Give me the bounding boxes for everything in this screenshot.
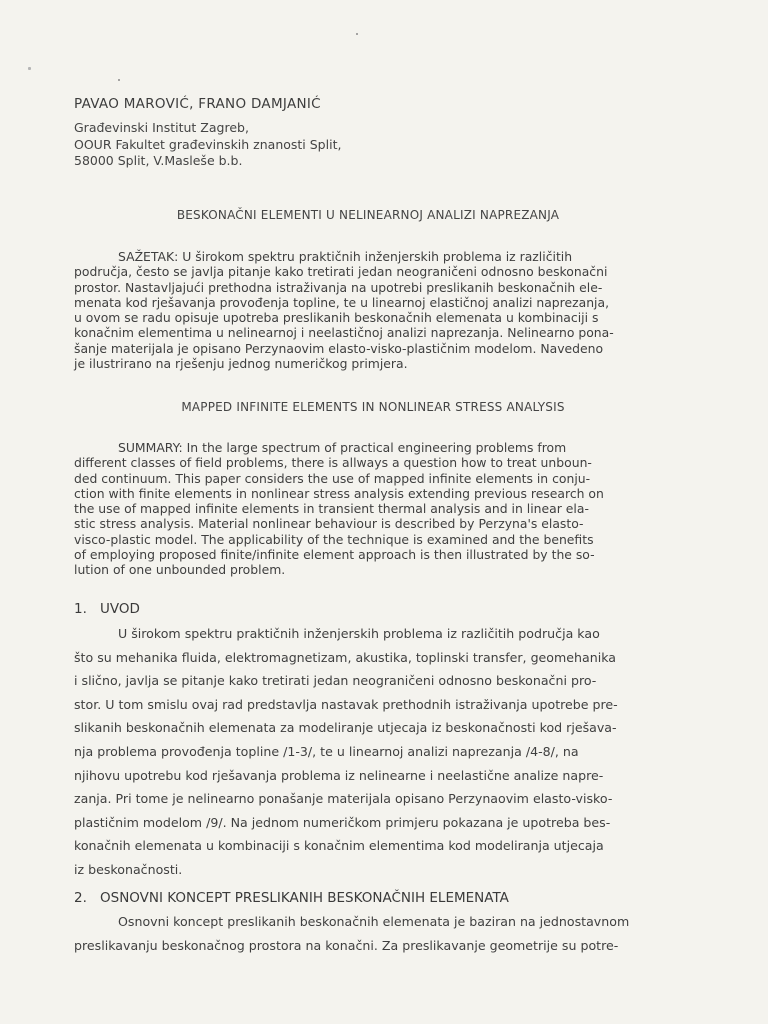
body-line: konačnih elemenata u kombinaciji s konačnim elementima kod modeliranja utjecaja [74, 838, 604, 854]
abstract-line: konačnim elementima u nelinearnoj i neelastičnoj analizi naprezanja. Nelinearno pona- [74, 325, 614, 341]
abstract-line: u ovom se radu opisuje upotreba preslikanih beskonačnih elemenata u kombinaciji s [74, 310, 599, 326]
summary-line: ded continuum. This paper considers the use of mapped infinite elements in conju- [74, 470, 591, 486]
section-title: UVOD [100, 601, 140, 617]
summary-line: the use of mapped infinite elements in transient thermal analysis and in linear ela- [74, 501, 589, 517]
abstract-line: je ilustrirano na rješenju jednog numeričkog primjera. [74, 356, 408, 372]
summary-line: lution of one unbounded problem. [74, 562, 286, 578]
affiliation-line: Građevinski Institut Zagreb, [74, 120, 249, 135]
body-line: zanja. Pri tome je nelinearno ponašanje materijala opisano Perzynaovim elasto-visko- [74, 791, 613, 807]
summary-line: of employing proposed finite/infinite element approach is then illustrated by the so- [74, 547, 595, 563]
body-line: i slično, javlja se pitanje kako tretirati jedan neograničeni odnosno beskonačni pro- [74, 673, 597, 689]
abstract-line: područja, često se javlja pitanje kako tretirati jedan neograničeni odnosno beskonačni [74, 264, 608, 280]
body-line: što su mehanika fluida, elektromagnetizam, akustika, toplinski transfer, geomehanika [74, 649, 616, 665]
section-title: OSNOVNI KONCEPT PRESLIKANIH BESKONAČNIH ELEMENATA [100, 890, 509, 906]
body-line: plastičnim modelom /9/. Na jednom numeričkom primjeru pokazana je upotreba bes- [74, 814, 611, 830]
abstract-line: šanje materijala je opisano Perzynaovim elasto-visko-plastičnim modelom. Navedeno [74, 340, 604, 356]
scan-speck [28, 67, 31, 70]
abstract-croatian [74, 249, 686, 371]
section-number: 2. [74, 890, 87, 906]
section-body-uvod [74, 622, 694, 882]
body-line: Osnovni koncept preslikanih beskonačnih elemenata je baziran na jednostavnom [118, 914, 630, 929]
title-english: MAPPED INFINITE ELEMENTS IN NONLINEAR STRESS ANALYSIS [181, 400, 565, 414]
section-heading-uvod [74, 601, 140, 617]
abstract-line: prostor. Nastavljajući prethodna istraživanja na upotrebi preslikanih beskonačnih ele- [74, 279, 603, 295]
abstract-english [74, 440, 686, 578]
body-line: iz beskonačnosti. [74, 861, 183, 877]
section-heading-osnovni-koncept [74, 890, 509, 906]
affiliation-line: 58000 Split, V.Masleše b.b. [74, 153, 243, 168]
body-line: stor. U tom smislu ovaj rad predstavlja nastavak prethodnih istraživanja upotrebe pre- [74, 696, 618, 712]
body-line: preslikavanju beskonačnog prostora na konačni. Za preslikavanje geometrije su potre- [74, 937, 619, 953]
section-body-osnovni-koncept [74, 910, 694, 957]
section-number: 1. [74, 601, 87, 617]
authors: PAVAO MAROVIĆ, FRANO DAMJANIĆ [74, 96, 321, 112]
title-croatian: BESKONAČNI ELEMENTI U NELINEARNOJ ANALIZI NAPREZANJA [176, 208, 560, 222]
affiliation [74, 120, 341, 170]
summary-line: stic stress analysis. Material nonlinear behaviour is described by Perzyna's elasto- [74, 516, 584, 532]
body-line: U širokom spektru praktičnih inženjerskih problema iz različitih područja kao [118, 626, 600, 641]
summary-line: visco-plastic model. The applicability of the technique is examined and the benefits [74, 531, 594, 547]
summary-line: different classes of field problems, there is allways a question how to treat unboun- [74, 455, 592, 471]
scan-speck [118, 79, 120, 81]
summary-line: SUMMARY: In the large spectrum of practical engineering problems from [118, 440, 567, 455]
abstract-line: SAŽETAK: U širokom spektru praktičnih inženjerskih problema iz različitih [118, 249, 573, 264]
body-line: slikanih beskonačnih elemenata za modeliranje utjecaja iz beskonačnosti kod rješava- [74, 720, 617, 736]
body-line: njihovu upotrebu kod rješavanja problema iz nelinearne i neelastične analize napre- [74, 767, 604, 783]
abstract-line: menata kod rješavanja provođenja topline, te u linearnoj elastičnoj analizi naprezanja, [74, 294, 610, 310]
scan-speck [356, 33, 358, 35]
affiliation-line: OOUR Fakultet građevinskih znanosti Split, [74, 136, 342, 152]
summary-line: ction with finite elements in nonlinear stress analysis extending previous research on [74, 485, 604, 501]
body-line: nja problema provođenja topline /1-3/, te u linearnoj analizi naprezanja /4-8/, na [74, 743, 579, 759]
